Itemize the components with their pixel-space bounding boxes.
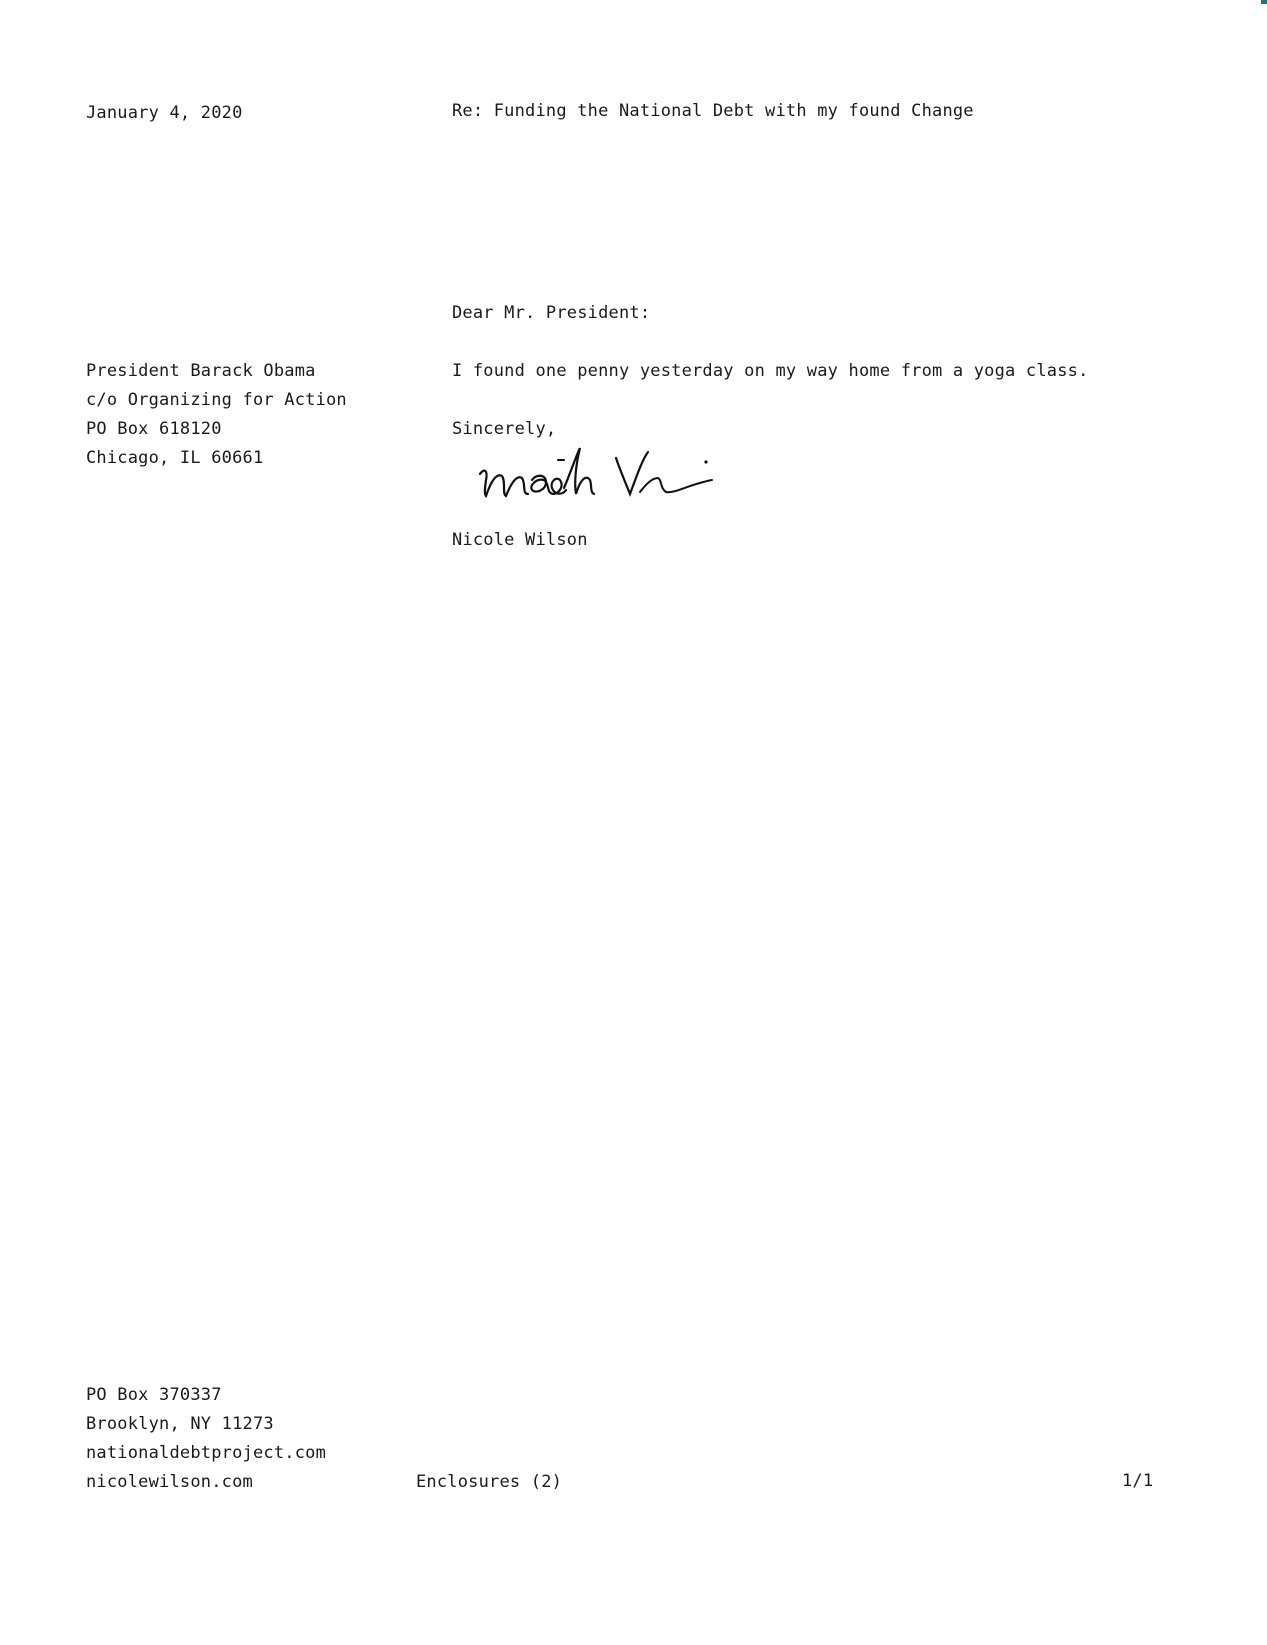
recipient-line: President Barack Obama (86, 361, 316, 381)
signer-name: Nicole Wilson (452, 530, 588, 550)
scan-corner-mark (1261, 0, 1267, 4)
salutation: Dear Mr. President: (452, 303, 651, 323)
letter-body: I found one penny yesterday on my way home from a yoga class. (452, 361, 1089, 381)
handwritten-signature (476, 444, 744, 518)
page-indicator: 1/1 (1122, 1471, 1154, 1491)
enclosures-note: Enclosures (2) (416, 1472, 563, 1492)
letter-date: January 4, 2020 (86, 103, 243, 123)
sender-website: nationaldebtproject.com (86, 1443, 327, 1463)
sender-line: PO Box 370337 (86, 1385, 222, 1405)
recipient-line: c/o Organizing for Action (86, 390, 347, 410)
closing: Sincerely, (452, 419, 557, 439)
sender-line: Brooklyn, NY 11273 (86, 1414, 274, 1434)
letter-subject: Re: Funding the National Debt with my found Change (452, 101, 974, 121)
recipient-line: PO Box 618120 (86, 419, 222, 439)
recipient-line: Chicago, IL 60661 (86, 448, 264, 468)
sender-address (86, 1385, 326, 1501)
sender-website: nicolewilson.com (86, 1472, 253, 1492)
recipient-address (86, 361, 347, 477)
